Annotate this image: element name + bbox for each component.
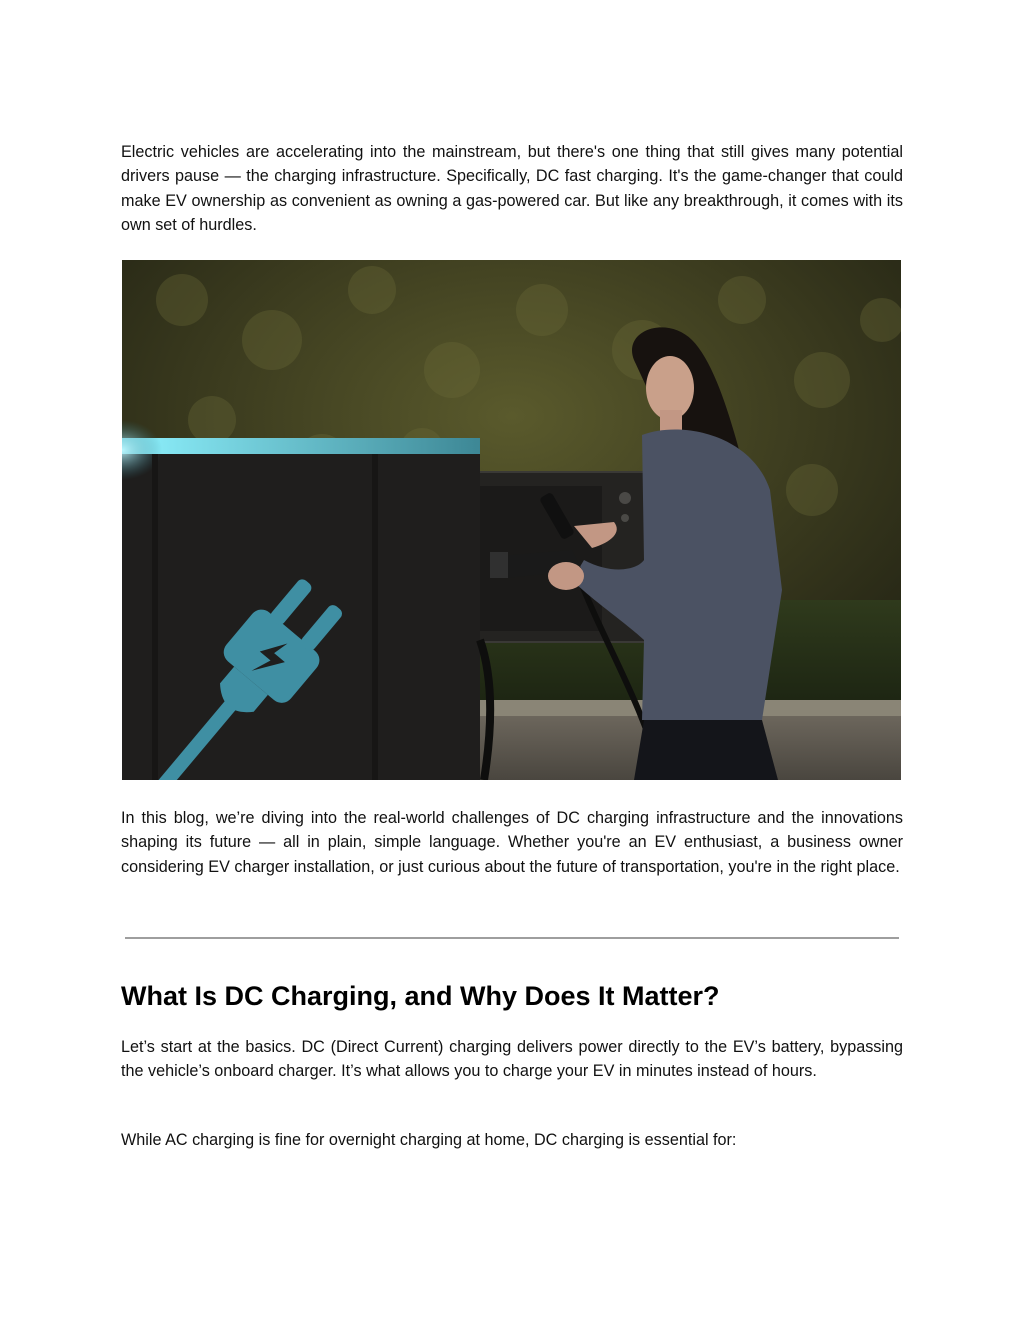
- blog-intro-paragraph: In this blog, we’re diving into the real-world challenges of DC charging infrastructure and the innovations shaping its future — all in plain, simple language. Whether you're an EV enthusiast, a business owner considering EV charger installation, or just curious about the future of transportation, you're in the right place.: [121, 809, 903, 876]
- ev-charging-illustration: [122, 260, 901, 780]
- intro-paragraph: Electric vehicles are accelerating into the mainstream, but there's one thing that still gives many potential drivers pause — the charging infrastructure. Specifically, DC fast charging. It's the game-changer that could make EV ownership as convenient as owning a gas-powered car. But like any breakthrough, it comes with its own set of hurdles.: [121, 143, 903, 234]
- basics-paragraph: Let’s start at the basics. DC (Direct Current) charging delivers power directly to the EV’s battery, bypassing the vehicle’s onboard charger. It’s what allows you to charge your EV in minutes instead of hours.: [121, 1038, 903, 1081]
- section-heading: What Is DC Charging, and Why Does It Matter?: [121, 981, 720, 1011]
- ac-vs-dc-paragraph: While AC charging is fine for overnight charging at home, DC charging is essential for:: [121, 1131, 737, 1149]
- hero-photo: [122, 260, 901, 780]
- section-divider: [125, 937, 899, 939]
